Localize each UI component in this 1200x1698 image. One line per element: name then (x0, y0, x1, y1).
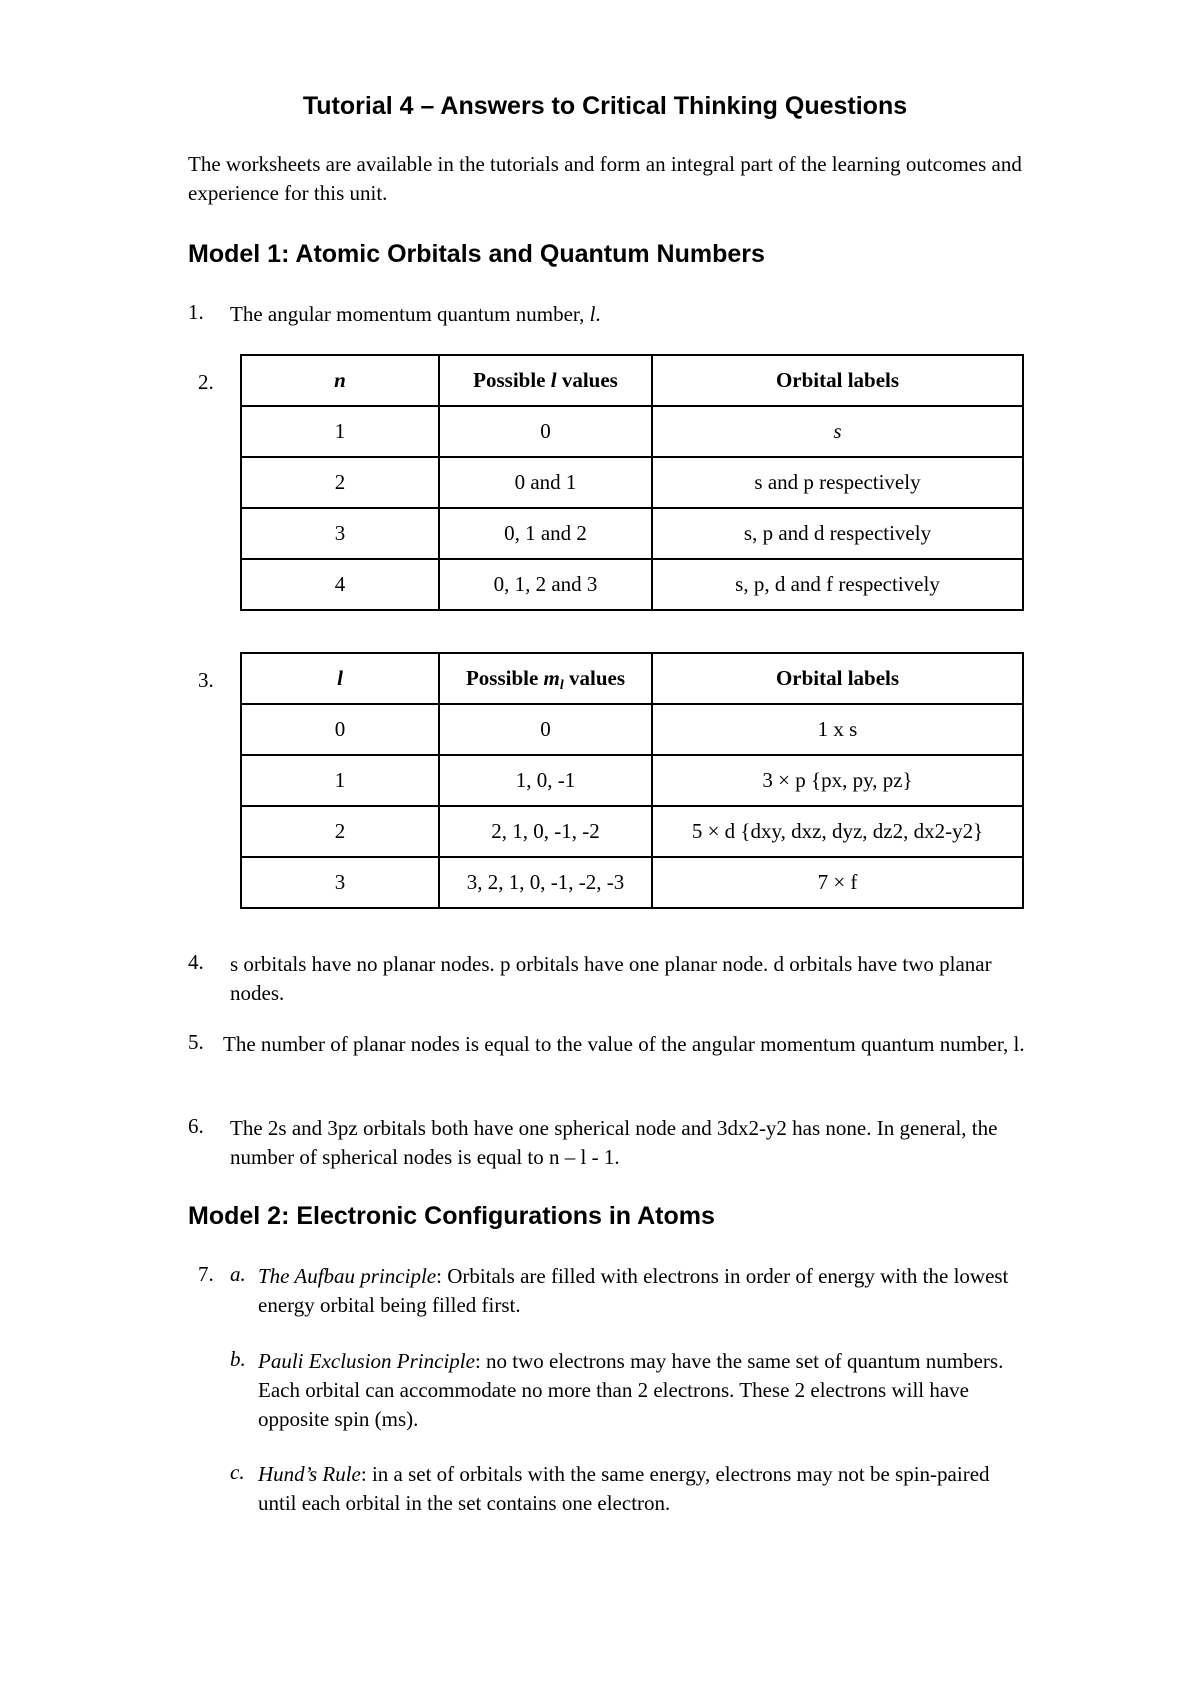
table-cell: s, p, d and f respectively (652, 559, 1023, 610)
q7b-text: Pauli Exclusion Principle: no two electrons may have the same set of quantum numbers. Each orbital can accommodate no more than 2 electrons. These 2 electrons will have opposite spin (ms). (258, 1349, 1004, 1431)
table-row (241, 857, 1023, 908)
table-cell: 1 (241, 406, 439, 457)
q3-table (240, 652, 1024, 909)
table-cell: 2 (241, 457, 439, 508)
q5-number: 5. (188, 1030, 204, 1054)
q7a-letter: a. (230, 1262, 246, 1286)
table-row (241, 406, 1023, 457)
table-cell: 0, 1 and 2 (439, 508, 652, 559)
table-row (241, 559, 1023, 610)
table-cell: 0 (439, 704, 652, 755)
table-cell: s, p and d respectively (652, 508, 1023, 559)
q4-number: 4. (188, 950, 204, 974)
table-cell: 2, 1, 0, -1, -2 (439, 806, 652, 857)
table-row (241, 457, 1023, 508)
table-cell: 3, 2, 1, 0, -1, -2, -3 (439, 857, 652, 908)
model1-heading: Model 1: Atomic Orbitals and Quantum Numbers (188, 240, 765, 268)
table-cell: 0, 1, 2 and 3 (439, 559, 652, 610)
table-cell: s (652, 406, 1023, 457)
q4-text: s orbitals have no planar nodes. p orbitals have one planar node. d orbitals have two planar nodes. (230, 952, 992, 1005)
q1-text: The angular momentum quantum number, l. (230, 302, 601, 326)
header-cell: Possible $m_l$ values (439, 653, 652, 704)
table-cell: 5 × d {dxy, dxz, dyz, dz2, dx2-y2} (652, 806, 1023, 857)
q7c-text: Hund’s Rule: in a set of orbitals with the same energy, electrons may not be spin-paired until each orbital in the set contains one electron. (258, 1462, 990, 1515)
table-cell: s and p respectively (652, 457, 1023, 508)
table-cell: 7 × f (652, 857, 1023, 908)
header-cell: l (241, 653, 439, 704)
table-cell: 0 (241, 704, 439, 755)
table-cell: 0 and 1 (439, 457, 652, 508)
q7c-letter: c. (230, 1460, 245, 1484)
q6-number: 6. (188, 1114, 204, 1138)
q7b-letter: b. (230, 1347, 246, 1371)
q5-text: The number of planar nodes is equal to the value of the angular momentum quantum number, l. (223, 1032, 1025, 1056)
q2-number: 2. (198, 370, 214, 394)
header-cell: n (241, 355, 439, 406)
header-cell: Possible l values (439, 355, 652, 406)
q1-number: 1. (188, 300, 204, 324)
table-header-row (241, 355, 1023, 406)
page-title: Tutorial 4 – Answers to Critical Thinking Questions (302, 92, 908, 120)
table-cell: 3 × p {px, py, pz} (652, 755, 1023, 806)
table-cell: 2 (241, 806, 439, 857)
intro-paragraph: The worksheets are available in the tutorials and form an integral part of the learning outcomes and experience for this unit. (188, 152, 1022, 205)
table-cell: 0 (439, 406, 652, 457)
table-row (241, 806, 1023, 857)
table-cell: 1, 0, -1 (439, 755, 652, 806)
q7a-text: The Aufbau principle: Orbitals are filled with electrons in order of energy with the lowest energy orbital being filled first. (258, 1264, 1009, 1317)
header-cell: Orbital labels (652, 355, 1023, 406)
table-cell: 4 (241, 559, 439, 610)
model2-heading: Model 2: Electronic Configurations in Atoms (188, 1202, 715, 1230)
table-cell: 3 (241, 857, 439, 908)
table-row (241, 508, 1023, 559)
q3-number: 3. (198, 668, 214, 692)
table-cell: 1 (241, 755, 439, 806)
q6-text: The 2s and 3pz orbitals both have one spherical node and 3dx2-y2 has none. In general, the number of spherical nodes is equal to n – l - 1. (230, 1116, 998, 1169)
q7-number: 7. (198, 1262, 214, 1286)
table-header-row (241, 653, 1023, 704)
table-cell: 3 (241, 508, 439, 559)
table-row (241, 704, 1023, 755)
table-cell: 1 x s (652, 704, 1023, 755)
header-cell: Orbital labels (652, 653, 1023, 704)
q2-table (240, 354, 1024, 611)
table-row (241, 755, 1023, 806)
